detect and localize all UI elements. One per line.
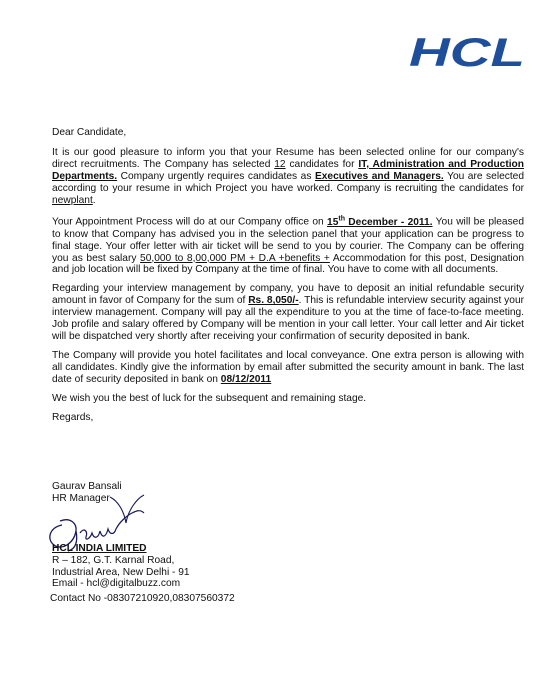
text: You are selected according to your resume in which Project you have worked. Company is recruiting the candidates for [52,170,524,194]
date-rest: December - 2011. [344,216,433,228]
hcl-logo [408,34,526,70]
roles: Executives and Managers. [314,170,444,182]
paragraph-hotel [52,350,524,386]
paragraph-wishes: We wish you the best of luck for the subsequent and remaining stage. [52,392,367,404]
signatory-title: HR Manager [52,493,110,504]
text: candidates for [285,158,359,170]
appointment-date [327,217,433,228]
closing: Regards, [52,411,94,423]
text: Company urgently requires candidates as [117,170,315,182]
address-line-1: R – 182, G.T. Karnal Road, [52,554,175,566]
paragraph-appointment [52,213,524,276]
hcl-logo-text: HCL [409,34,525,70]
text: Regarding your interview management by company, you have to deposit an initial refundable security amount in favor of Company for the sum of [52,283,524,307]
deposit-amount: Rs. 8,050/- [248,295,299,307]
company-name: HCL INDIA LIMITED [52,543,147,554]
signatory-name: Gaurav Bansali [52,481,122,492]
candidate-count: 12 [274,158,286,170]
text: . This is refundable interview security against your interview management. Company will pay all the expenditure to you at the time of face-to-face meeting. Job profile and salary offered by Company will be mention in your call letter. Your call letter and Air ticket will be dispatched very shortly after receiving your confirmation of security deposited in bank. [52,295,524,342]
text: It is our good pleasure to inform you that your Resume has been selected online for our company's direct recruitments. The Company has selected [52,146,524,170]
text: Your Appointment Process will do at our Company office on [52,216,328,228]
last-date: 08/12/2011 [220,373,272,385]
email: Email - hcl@digitalbuzz.com [52,578,181,590]
salutation: Dear Candidate, [52,127,127,138]
address-line-2: Industrial Area, New Delhi - 91 [52,566,190,578]
company-address [52,543,190,590]
contact-numbers: Contact No -08307210920,08307560372 [50,593,235,604]
departments: IT, Administration and Production Departments. [52,158,524,182]
paragraph-deposit [52,283,524,343]
text: The Company will provide you hotel facilitates and local conveyance. One extra person is allowing with all candidates. Kindly give the information by email after submitted the security amount in bank. The last date of security deposited in bank on [52,349,524,385]
date-suffix: th [338,215,345,223]
paragraph-selection [52,147,524,207]
letter-body [52,127,524,430]
text: Accommodation for this post, Designation and job location will be fixed by Company at the time of final. You have to come with all documents. [52,252,524,276]
text: . [92,194,96,206]
text: You will be pleased to know that Company has advised you in the selection panel that your application can be progress to final stage. Your offer letter with air ticket will be send to you by courier. The Company can be offering you as best salary [52,216,524,264]
salary: 50,000 to 8,00,000 PM + D.A +benefits + [140,252,330,264]
date-day: 15 [327,216,339,228]
plant: newplant [52,194,93,206]
